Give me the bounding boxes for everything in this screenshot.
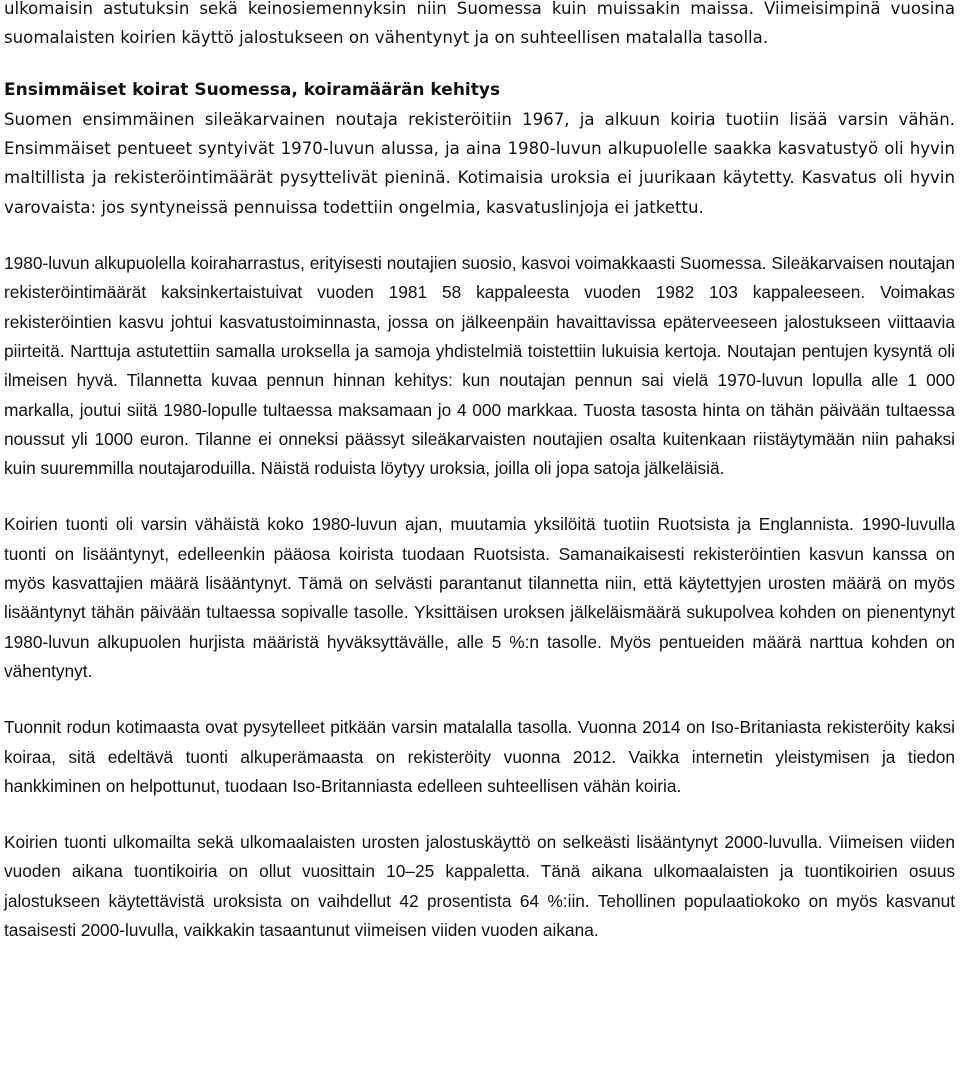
spacer bbox=[4, 801, 955, 828]
document-page bbox=[4, 0, 955, 945]
spacer bbox=[4, 686, 955, 713]
spacer bbox=[4, 53, 955, 76]
paragraph-imports-1980s: Koirien tuonti oli varsin vähäistä koko 1980-luvun ajan, muutamia yksilöitä tuotiin Ruotsista ja Englannista. 1990-luvulla tuonti on lisääntynyt, edelleenkin pääosa koirista tuodaan Ruotsista. Samanaikaisesti rekisteröintien kasvun kanssa on myös kasvattajien määrä lisääntynyt. Tämä on selvästi parantanut tilannetta niin, että käytettyjen urosten määrä on myös lisääntynyt tähän päivään tultaessa sopivalle tasolle. Yksittäisen uroksen jälkeläismäärä sukupolvea kohden on pienentynyt 1980-luvun alkupuolen hurjista määristä hyväksyttävälle, alle 5 %:n tasolle. Myös pentueiden määrä narttua kohden on vähentynyt. bbox=[4, 514, 955, 681]
paragraph-uk-imports: Tuonnit rodun kotimaasta ovat pysytelleet pitkään varsin matalalla tasolla. Vuonna 2014 on Iso-Britaniasta rekisteröity kaksi koiraa, sitä edeltävä tuonti alkuperämaasta on rekisteröity vuonna 2012. Vaikka internetin yleistymisen ja tiedon hankkiminen on helpottunut, tuodaan Iso-Britanniasta edelleen suhteellisen vähän koiria. bbox=[4, 717, 955, 796]
spacer bbox=[4, 222, 955, 249]
paragraph-2000s-imports: Koirien tuonti ulkomailta sekä ulkomaalaisten urosten jalostuskäyttö on selkeästi lisääntynyt 2000-luvulla. Viimeisen viiden vuoden aikana tuontikoiria on ollut vuosittain 10–25 kappaletta. Tänä aikana ulkomaalaisten ja tuontikoirien osuus jalostukseen käytettävistä uroksista on vaihdellut 42 prosentista 64 %:iin. Tehollinen populaatiokoko on myös kasvanut tasaisesti 2000-luvulla, vaikkakin tasaantunut viimeisen viiden vuoden aikana. bbox=[4, 832, 955, 941]
section-heading: Ensimmäiset koirat Suomessa, koiramäärän kehitys bbox=[4, 79, 501, 100]
spacer bbox=[4, 483, 955, 510]
paragraph-1980s-growth: 1980-luvun alkupuolella koiraharrastus, erityisesti noutajien suosio, kasvoi voimakkaasti Suomessa. Sileäkarvaisen noutajan rekisteröintimäärät kaksinkertaistuivat vuoden 1981 58 kappaleesta vuoden 1982 103 kappaleeseen. Voimakas rekisteröintien kasvu johtui kasvatustoiminnasta, jossa on jälkeenpäin havaittavissa epäterveeseen jalostukseen viittaavia piirteitä. Narttuja astutettiin samalla uroksella ja samoja yhdistelmiä toistettiin lukuisia kertoja. Noutajan pentujen kysyntä oli ilmeisen hyvä. Tilannetta kuvaa pennun hinnan kehitys: kun noutajan pennun sai vielä 1970-luvun lopulla alle 1 000 markalla, joutui siitä 1980-lopulle tultaessa maksamaan jo 4 000 markkaa. Tuosta tasosta hinta on tähän päivään tultaessa noussut yli 1000 euron. Tilanne ei onneksi päässyt sileäkarvaisten noutajien osalta kuitenkaan riistäytymään niin pahaksi kuin suuremmilla noutajaroduilla. Näistä roduista löytyy uroksia, joilla oli jopa satoja jälkeläisiä. bbox=[4, 253, 955, 479]
paragraph-first-dogs: Suomen ensimmäinen sileäkarvainen noutaja rekisteröitiin 1967, ja alkuun koiria tuotiin lisää varsin vähän. Ensimmäiset pentueet syntyivät 1970-luvun alussa, ja aina 1980-luvun alkupuolelle saakka kasvatustyö oli hyvin maltillista ja rekisteröintimäärät pysyttelivät pieninä. Kotimaisia uroksia ei juurikaan käytetty. Kasvatus oli hyvin varovaista: jos syntyneissä pennuissa todettiin ongelmia, kasvatuslinjoja ei jatkettu. bbox=[4, 109, 955, 217]
intro-paragraph: ulkomaisin astutuksin sekä keinosiemennyksin niin Suomessa kuin muissakin maissa. Viimeisimpinä vuosina suomalaisten koirien käyttö jalostukseen on vähentynyt ja on suhteellisen matalalla tasolla. bbox=[4, 0, 955, 48]
